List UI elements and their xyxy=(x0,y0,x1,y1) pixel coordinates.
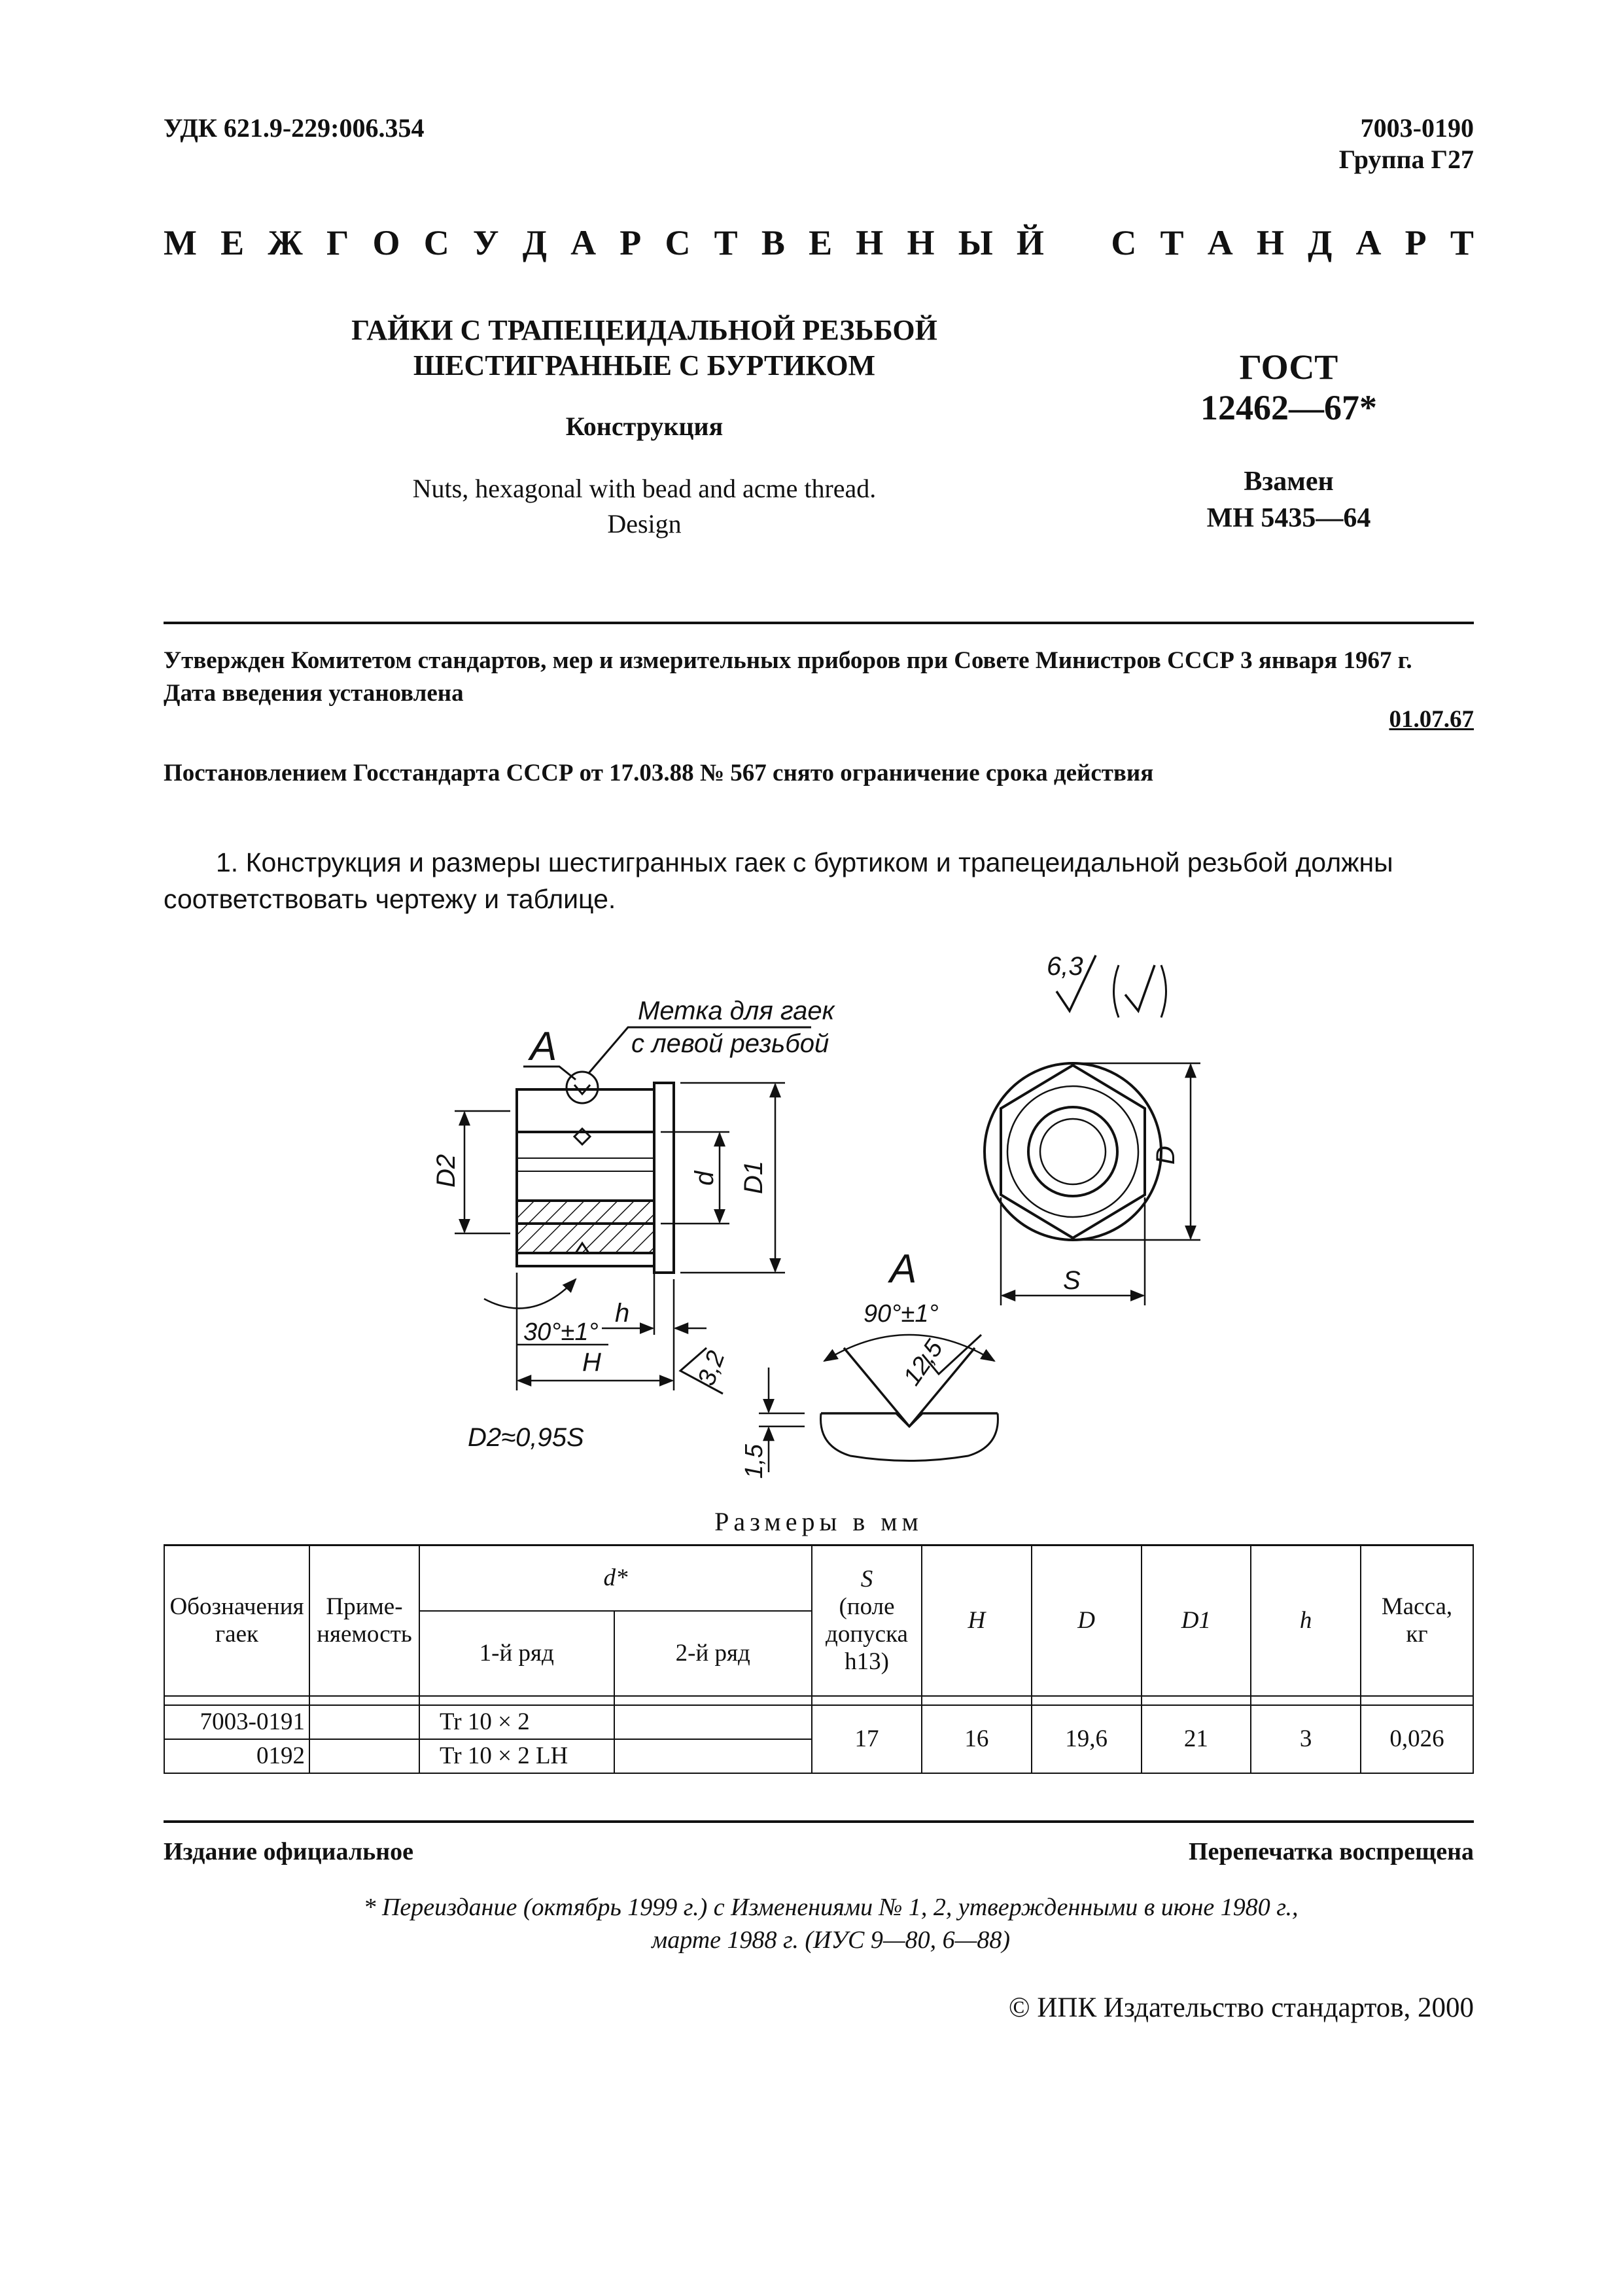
replaces-code: МН 5435—64 xyxy=(1206,503,1371,533)
label-D: D xyxy=(1151,1146,1180,1165)
header-s-symbol: S xyxy=(860,1566,873,1593)
header-designation: Обозначения гаек xyxy=(164,1545,309,1697)
hex-outline xyxy=(1001,1065,1145,1238)
banner-letter: С xyxy=(423,223,449,262)
roughness-12-5: 12,5 xyxy=(898,1335,949,1391)
label-d: d xyxy=(690,1171,719,1186)
side-view xyxy=(517,1027,811,1273)
cell-designation: 0192 xyxy=(164,1739,309,1773)
cell-d-row-2 xyxy=(614,1705,812,1739)
replaces-block xyxy=(1151,463,1426,537)
banner-gap xyxy=(1068,222,1087,263)
banner-letter: Г xyxy=(326,223,349,262)
banner-letter: Р xyxy=(620,223,642,262)
label-S: S xyxy=(1063,1266,1081,1295)
header-D1: D1 xyxy=(1142,1545,1251,1697)
effective-date: 01.07.67 xyxy=(1389,706,1474,733)
label-h: h xyxy=(615,1299,630,1328)
header-applicability-line-1: Приме- xyxy=(326,1593,403,1620)
paragraph-1-line-2: соответствовать чертежу и таблице. xyxy=(164,884,616,914)
banner-letter: М xyxy=(164,223,197,262)
document-subtitle: Конструкция xyxy=(565,412,724,441)
roughness-6-3: 6,3 xyxy=(1047,952,1083,981)
banner-letter: А xyxy=(1355,223,1382,262)
banner-letter: Е xyxy=(809,223,833,262)
header-applicability xyxy=(309,1545,419,1697)
english-title xyxy=(275,471,1014,542)
banner-letter: Р xyxy=(1405,223,1427,262)
cell-D1: 21 xyxy=(1142,1705,1251,1773)
table-row xyxy=(164,1705,1473,1739)
reprint-prohibited: Перепечатка воспрещена xyxy=(1188,1838,1474,1865)
banner-letter: Н xyxy=(907,223,935,262)
header-H: H xyxy=(922,1545,1032,1697)
reissue-note xyxy=(196,1891,1465,1956)
cell-H: 16 xyxy=(922,1705,1032,1773)
gost-number xyxy=(1151,347,1426,428)
label-d1: D1 xyxy=(739,1160,768,1194)
gost-label: ГОСТ xyxy=(1239,347,1338,387)
document-group: Группа Г27 xyxy=(1338,145,1474,174)
banner-letter: А xyxy=(570,223,597,262)
cell-d-row-1: Tr 10 × 2 xyxy=(419,1705,614,1739)
copyright: © ИПК Издательство стандартов, 2000 xyxy=(1008,1992,1474,2023)
document-title xyxy=(275,313,1014,383)
banner-letter: С xyxy=(1111,223,1137,262)
header-d: d* xyxy=(419,1545,812,1612)
mark-note-line-2: с левой резьбой xyxy=(631,1029,829,1058)
header-mass xyxy=(1361,1545,1473,1697)
replaces-label: Взамен xyxy=(1244,467,1334,497)
cell-mass: 0,026 xyxy=(1361,1705,1473,1773)
footer-divider xyxy=(164,1820,1474,1823)
bead-circle xyxy=(985,1063,1161,1240)
banner-letter: Н xyxy=(856,223,884,262)
cell-D: 19,6 xyxy=(1032,1705,1142,1773)
udk-code: УДК 621.9-229:006.354 xyxy=(164,113,425,143)
document-code-block xyxy=(1339,113,1474,175)
formula-d2: D2≈0,95S xyxy=(468,1423,584,1452)
cell-applicability xyxy=(309,1739,419,1773)
banner-letter: Ж xyxy=(268,223,303,262)
label-H: H xyxy=(582,1348,601,1377)
paragraph-1-line-1: 1. Конструкция и размеры шестигранных гаек с буртиком и трапецеидальной резьбой должны xyxy=(216,847,1393,877)
title-line-1: ГАЙКИ С ТРАПЕЦЕИДАЛЬНОЙ РЕЗЬБОЙ xyxy=(351,314,937,346)
angle-30: 30°±1° xyxy=(523,1318,599,1346)
cell-s: 17 xyxy=(812,1705,922,1773)
table-caption: Размеры в мм xyxy=(714,1507,923,1536)
banner-letter: Д xyxy=(1308,223,1333,262)
detail-a xyxy=(759,1335,998,1472)
cell-d-row-2 xyxy=(614,1739,812,1773)
depth-1-5: 1,5 xyxy=(741,1444,768,1479)
approval-block xyxy=(164,645,1474,710)
header-row-2: 2-й ряд xyxy=(614,1611,812,1696)
banner-letter: Й xyxy=(1016,223,1044,262)
header-applicability-line-2: няемость xyxy=(317,1621,412,1648)
roughness-3-2: 3,2 xyxy=(692,1347,731,1390)
hatched-section xyxy=(517,1201,654,1253)
banner-letter: О xyxy=(372,223,400,262)
banner-letter: Т xyxy=(714,223,738,262)
bead-outline xyxy=(654,1083,674,1273)
header-s-line-4: h13) xyxy=(845,1648,889,1675)
approval-line-2: Дата введения установлена xyxy=(164,680,464,707)
label-d2: D2 xyxy=(432,1154,461,1188)
banner-letter: Н xyxy=(1256,223,1284,262)
resolution-note: Постановлением Госстандарта СССР от 17.03.88 № 567 снято ограничение срока действия xyxy=(164,760,1154,786)
banner-letter: В xyxy=(761,223,785,262)
header-mass-line-2: кг xyxy=(1406,1621,1428,1648)
interstate-standard-banner xyxy=(164,222,1474,263)
header-s-line-3: допуска xyxy=(826,1621,908,1648)
title-line-2: ШЕСТИГРАННЫЕ С БУРТИКОМ xyxy=(413,349,876,381)
cell-h: 3 xyxy=(1251,1705,1361,1773)
banner-letter: А xyxy=(1207,223,1233,262)
official-edition: Издание официальное xyxy=(164,1838,414,1865)
english-title-line-1: Nuts, hexagonal with bead and acme thread. xyxy=(412,474,877,503)
mark-note-line-1: Метка для гаек xyxy=(638,997,835,1025)
header-row-1: 1-й ряд xyxy=(419,1611,614,1696)
reissue-line-1: * Переиздание (октябрь 1999 г.) с Изменениями № 1, 2, утвержденными в июне 1980 г., xyxy=(363,1894,1299,1921)
banner-letter: С xyxy=(665,223,691,262)
document-code: 7003-0190 xyxy=(1360,113,1474,143)
banner-letter: Ы xyxy=(958,223,993,262)
banner-letter: У xyxy=(472,223,499,262)
banner-letter: Е xyxy=(220,223,245,262)
header-h: h xyxy=(1251,1545,1361,1697)
header-s xyxy=(812,1545,922,1697)
paragraph-1 xyxy=(164,844,1474,917)
dimensions-table xyxy=(164,1544,1474,1774)
angle-90: 90°±1° xyxy=(864,1300,939,1328)
header-s-line-2: (поле xyxy=(839,1593,895,1620)
reissue-line-2: марте 1988 г. (ИУС 9—80, 6—88) xyxy=(651,1926,1011,1954)
banner-letter: Д xyxy=(522,223,547,262)
banner-letter: Т xyxy=(1160,223,1184,262)
cell-applicability xyxy=(309,1705,419,1739)
cell-d-row-1: Tr 10 × 2 LH xyxy=(419,1739,614,1773)
front-view xyxy=(985,1063,1200,1305)
cell-designation: 7003-0191 xyxy=(164,1705,309,1739)
banner-letter: Т xyxy=(1450,223,1474,262)
approval-line-1: Утвержден Комитетом стандартов, мер и измерительных приборов при Совете Министров СССР 3 января 1967 г. xyxy=(164,647,1412,674)
gost-code: 12462—67* xyxy=(1200,388,1377,427)
header-D: D xyxy=(1032,1545,1142,1697)
view-label-a: A xyxy=(530,1024,557,1069)
detail-label-a: A xyxy=(890,1246,917,1292)
header-mass-line-1: Масса, xyxy=(1381,1593,1453,1620)
title-divider xyxy=(164,622,1474,624)
english-title-line-2: Design xyxy=(607,509,682,539)
nut-drawing xyxy=(393,942,1282,1505)
